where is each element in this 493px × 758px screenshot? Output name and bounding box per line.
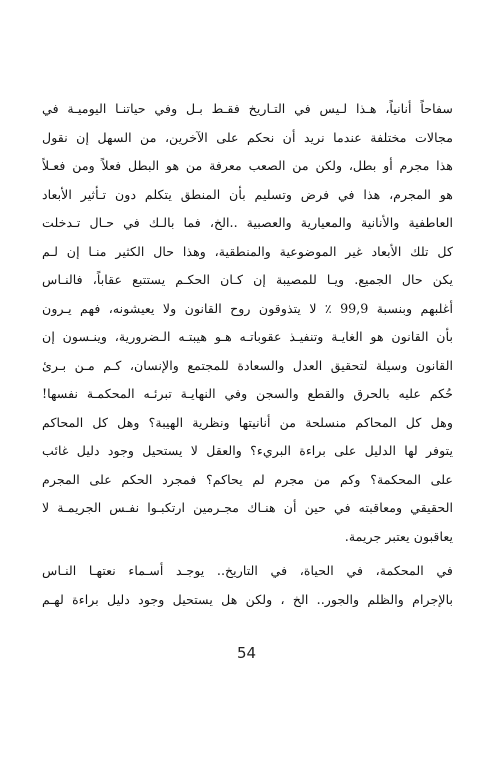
text-line: يكن حال الجميع. ويـا للمصيبة إن كـان الحكـم يستتبع عقاباً، فالنـاس [42,272,453,287]
text-line: بأن القانون هو الغايـة وتنفيـذ عقوباتـه هـو هيبتـه الـضرورية، وينـسون إن [42,329,453,344]
text-line: حُكم عليه بالحرق والقطع والسجن وفي النهايـة تبرئـه المحكمـة نفسها! [42,386,453,401]
text-line: مجالات مختلفة عندما نريد أن نحكم على الآخرين، من السهل إن نقول [42,129,453,145]
text-line: الحقيقي ومعاقبته في حين أن هنـاك مجـرمين ارتكبـوا نفـس الجريمـة لا [42,500,453,515]
text-line: بالإجرام والظلم والجور.. الخ ، ولكن هل يستحيل وجود دليل براءة لهـم [42,591,453,607]
text-line: يتوفر لها الدليل على براءة البريء؟ والعقل لا يستحيل وجود دليل غائب [42,443,453,458]
text-line: في المحكمة، في الحياة، في التاريخ.. يوجـد أسـماء نعتهـا النـاس [42,563,453,578]
text-line: القانون وسيلة لتحقيق العدل والسعادة للمجتمع والإنسان، كـم مـن بـرئ [42,357,453,373]
body-text [42,95,453,614]
text-line: أغلبهم وبنسبة 99,9 ٪ لا يتذوقون روح القانون ولا يعيشونه، فهم يـرون [42,300,453,316]
page-number: 54 [236,644,257,662]
text-line: العاطفية والأنانية والمعيارية والعصبية ..الخ، فما بالـك في حـال تـدخلت [42,215,453,230]
text-line: على المحكمة؟ وكم من مجرم لم يحاكم؟ فمجرد الحكم على المجرم [42,471,453,487]
paragraph-1 [42,95,453,551]
text-line: سفاحاً أنانياً، هـذا لـيس في التـاريخ فقـط بـل وفي حياتنـا اليوميـة في [42,101,453,116]
text-line: هذا مجرم أو بطل، ولكن من الصعب معرفة من هو البطل فعلاً ومن فعـلاً [42,158,453,173]
text-line: هو المجرم، هذا في فرض وتسليم بأن المنطق يتكلم دون تـأثير الأبعاد [42,186,453,202]
text-line: وهل كل المحاكم منسلحة من أنانيتها ونظرية الهيبة؟ وهل كل المحاكم [42,414,453,430]
paragraph-2 [42,557,453,614]
text-line: يعاقبون يعتبر جريمة. [344,528,453,544]
text-line: كل تلك الأبعاد غير الموضوعية والمنطقية، وهذا حال الكثير منـا إن لـم [42,243,453,259]
